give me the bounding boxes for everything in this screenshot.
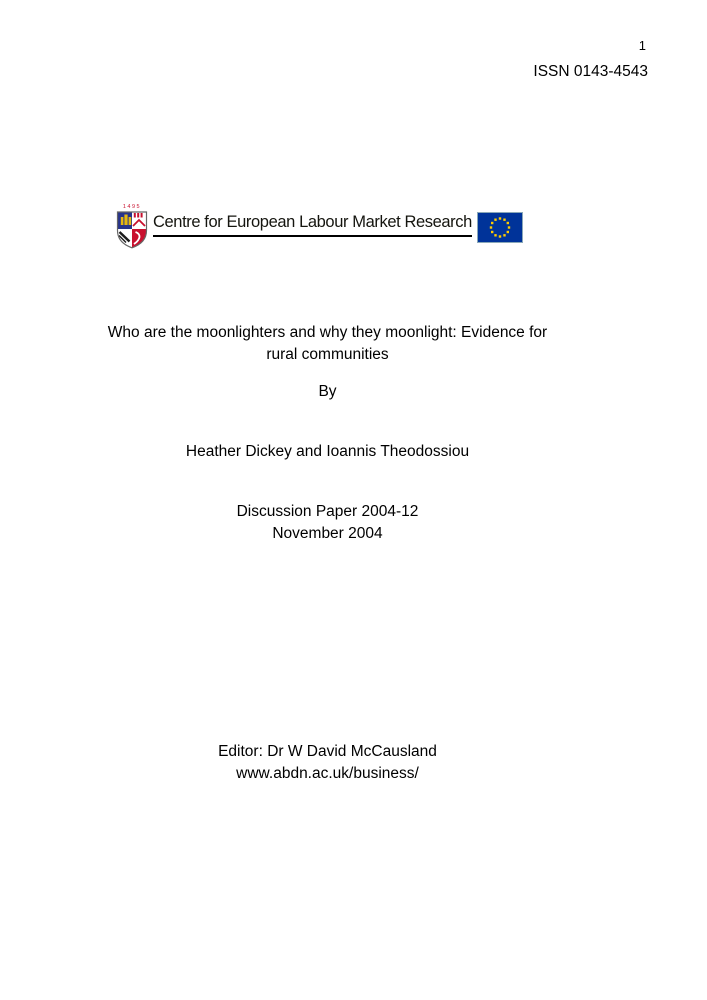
- centre-name-label: Centre for European Labour Market Research: [153, 212, 472, 237]
- eu-flag-icon: [477, 212, 523, 243]
- series-info: [40, 501, 615, 545]
- website-url: www.abdn.ac.uk/business/: [236, 765, 419, 782]
- paper-title: [40, 322, 615, 366]
- paper-title-line1: Who are the moonlighters and why they moonlight: Evidence for: [107, 324, 548, 341]
- editor-name: Editor: Dr W David McCausland: [218, 743, 437, 760]
- byline: By: [318, 383, 337, 400]
- publication-date: November 2004: [272, 525, 383, 542]
- discussion-paper-number: Discussion Paper 2004-12: [236, 503, 419, 520]
- editor-info: [40, 741, 615, 785]
- paper-title-line2: rural communities: [266, 346, 389, 363]
- university-crest-icon: [114, 202, 150, 250]
- issn-label: ISSN 0143-4543: [533, 63, 648, 80]
- crest-year-label: 1495: [122, 204, 142, 210]
- authors: Heather Dickey and Ioannis Theodossiou: [185, 443, 470, 460]
- celmr-logo-banner: [114, 202, 523, 250]
- page-number: 1: [638, 38, 646, 53]
